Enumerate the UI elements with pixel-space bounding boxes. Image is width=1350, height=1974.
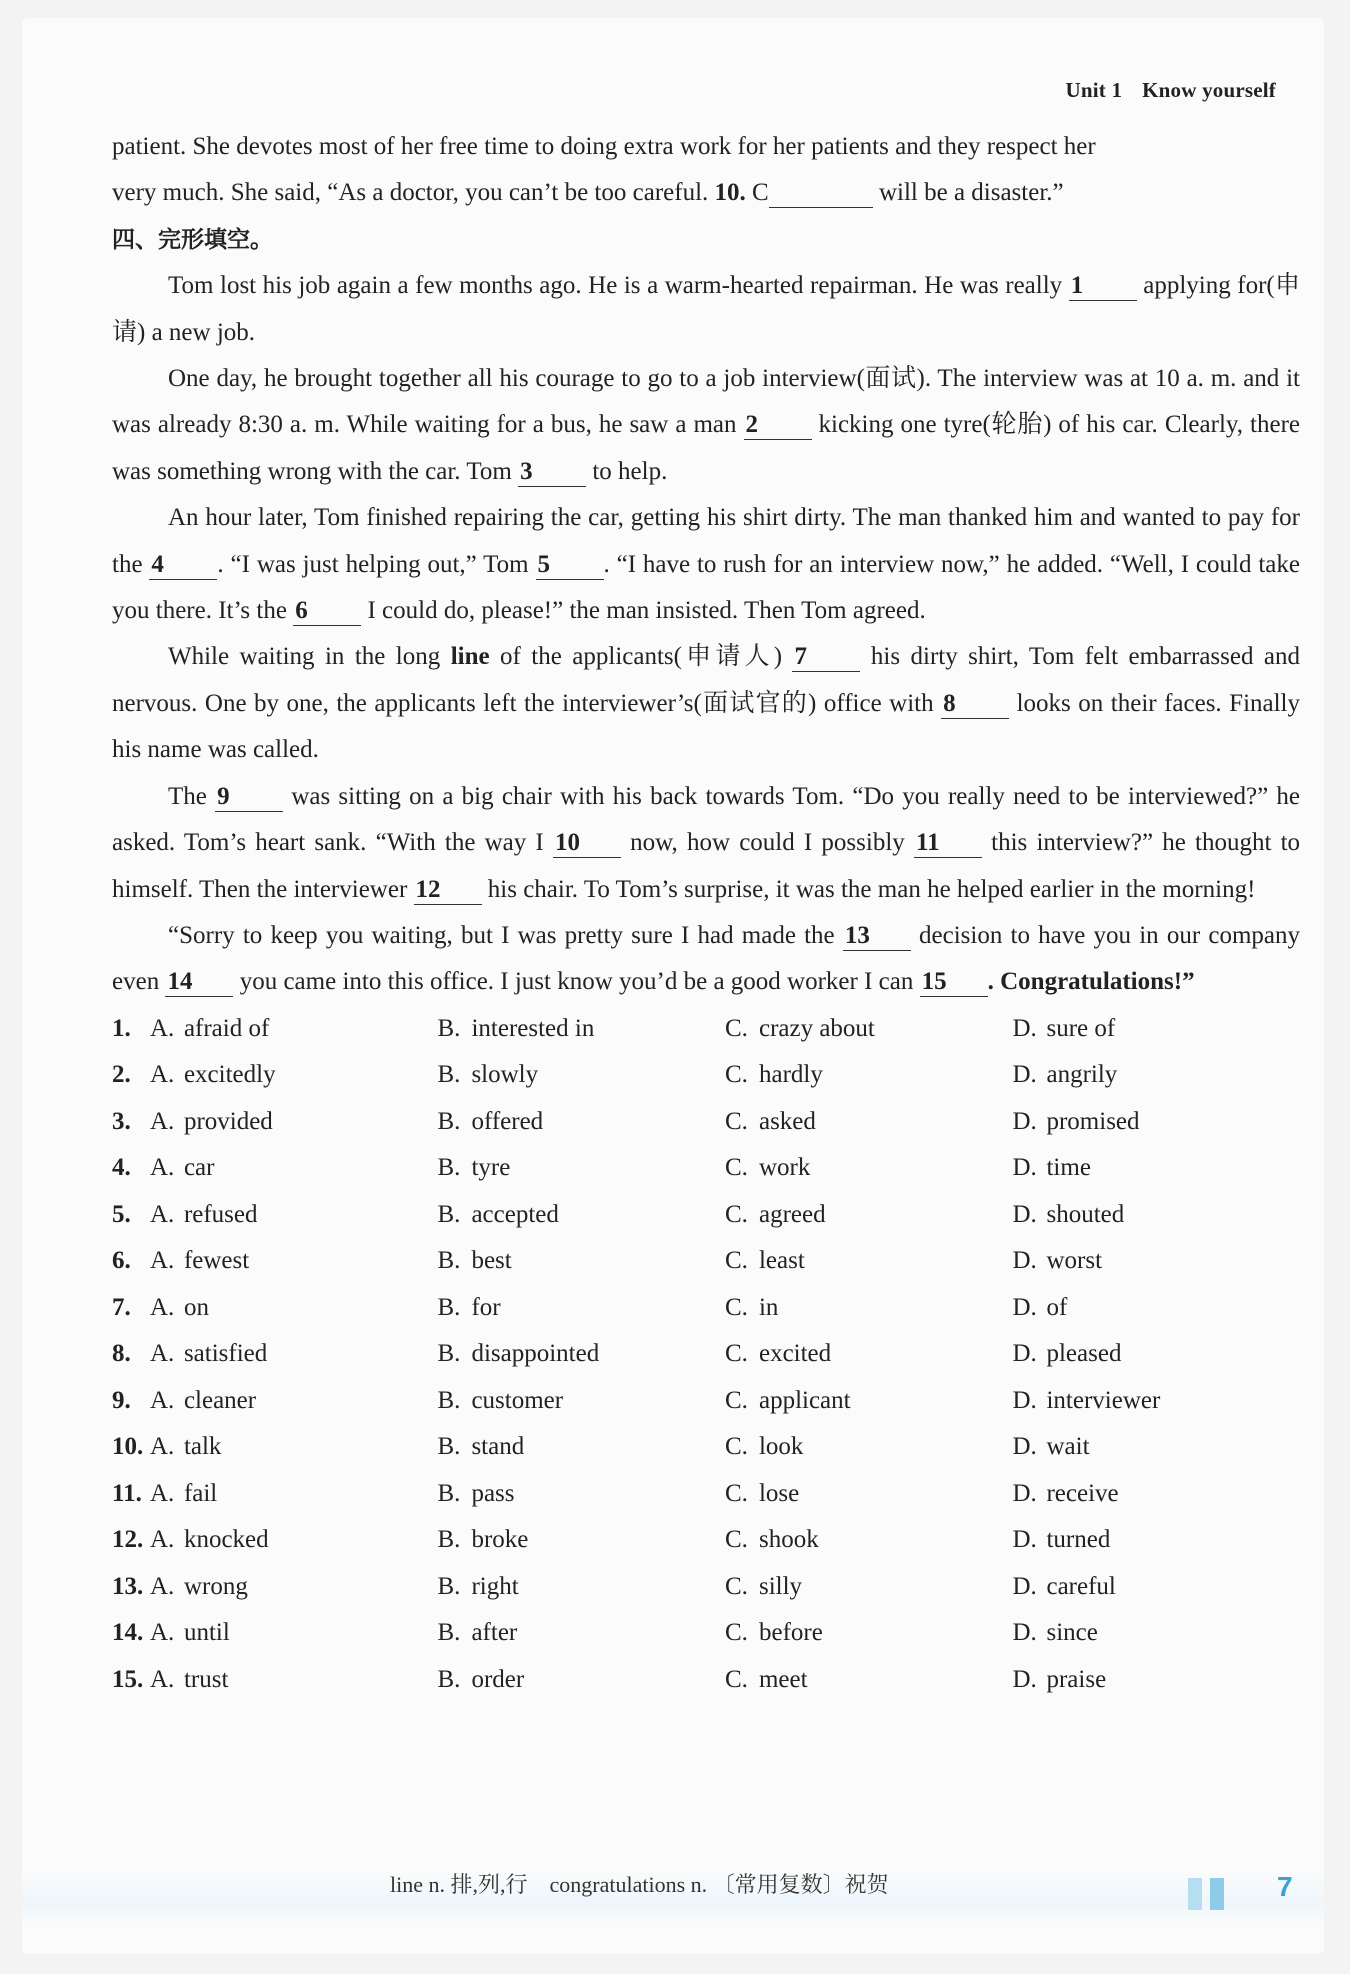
option-a[interactable]	[150, 1331, 438, 1377]
option-letter: C.	[724, 1061, 748, 1089]
option-letter: A.	[149, 1572, 175, 1600]
option-letter: D.	[1012, 1061, 1037, 1089]
option-text: of	[1046, 1293, 1068, 1321]
option-text: afraid of	[183, 1014, 270, 1042]
option-text: accepted	[471, 1200, 559, 1228]
option-c[interactable]	[725, 1145, 1013, 1191]
option-text: before	[758, 1619, 823, 1647]
option-letter: A.	[149, 1340, 175, 1368]
option-row	[112, 1192, 1300, 1239]
option-letter: D.	[1012, 1340, 1037, 1368]
unit-label: Unit 1	[1065, 78, 1123, 102]
option-letter: D.	[1012, 1014, 1037, 1042]
option-text: talk	[183, 1433, 222, 1461]
option-number: 9.	[112, 1386, 131, 1414]
option-b[interactable]	[437, 1610, 725, 1656]
option-text: turned	[1046, 1526, 1111, 1554]
option-c[interactable]	[725, 1378, 1013, 1424]
option-letter: B.	[437, 1247, 461, 1275]
cloze-blank-4[interactable]: 4	[149, 551, 217, 580]
text-run: was sitting on a big chair with his back towards Tom. “Do you really need to be interviewed?” he asked. Tom’s heart sank. “With the way I	[112, 782, 1300, 857]
option-letter: A.	[149, 1526, 175, 1554]
footnote-congratulations: congratulations n. 〔常用复数〕祝贺	[549, 1872, 889, 1897]
option-letter: C.	[724, 1572, 748, 1600]
page-number: 7	[1277, 1871, 1293, 1902]
option-text: work	[758, 1154, 811, 1182]
option-number: 12.	[112, 1526, 144, 1554]
cloze-blank-1[interactable]: 1	[1069, 272, 1137, 301]
cloze-blank-10[interactable]: 10	[553, 829, 621, 858]
option-d[interactable]	[1012, 1331, 1300, 1377]
continued-text-2	[112, 170, 1300, 216]
option-text: for	[471, 1293, 501, 1321]
option-letter: B.	[437, 1154, 461, 1182]
option-letter: D.	[1012, 1433, 1037, 1461]
option-text: since	[1046, 1619, 1098, 1647]
option-text: satisfied	[183, 1340, 268, 1368]
option-letter: C.	[724, 1154, 748, 1182]
text-run: this interview?” he thought to himself. Then the interviewer	[112, 829, 1301, 903]
option-text: tyre	[471, 1154, 511, 1182]
option-c[interactable]	[725, 1564, 1013, 1610]
option-text: until	[183, 1619, 230, 1647]
text-run: Tom lost his job again a few months ago. He is a warm-hearted repairman. He was really	[168, 272, 1069, 300]
option-text: car	[183, 1154, 215, 1182]
option-text: lose	[758, 1479, 800, 1507]
text-run: his dirty shirt, Tom felt embarrassed and nervous. One by one, the applicants left the interviewer’s(面试官的) office with	[112, 643, 1300, 717]
option-number: 1.	[112, 1014, 131, 1042]
option-row	[112, 1610, 1300, 1657]
vocab-footnote	[390, 1868, 889, 1899]
option-text: time	[1046, 1154, 1091, 1182]
text-run: to help.	[586, 457, 668, 485]
vocab-highlight: line	[450, 643, 490, 671]
option-letter: A.	[149, 1247, 175, 1275]
cloze-blank-6[interactable]: 6	[293, 597, 361, 626]
footnote-line: line n. 排,列,行	[390, 1872, 528, 1897]
option-b[interactable]	[437, 1378, 725, 1424]
option-letter: A.	[149, 1665, 175, 1693]
option-b[interactable]	[437, 1471, 725, 1517]
option-number: 3.	[112, 1107, 131, 1135]
option-b[interactable]	[437, 1192, 725, 1238]
option-text: pleased	[1046, 1340, 1122, 1368]
option-letter: B.	[437, 1526, 461, 1554]
passage-paragraph-6	[112, 913, 1300, 1006]
option-row	[112, 1424, 1300, 1471]
option-d[interactable]	[1012, 1517, 1300, 1563]
option-letter: C.	[724, 1340, 748, 1368]
option-letter: C.	[724, 1433, 748, 1461]
option-row	[112, 1006, 1300, 1053]
option-c[interactable]	[725, 1471, 1013, 1517]
option-letter: B.	[437, 1572, 461, 1600]
cloze-blank-5[interactable]: 5	[536, 551, 604, 580]
option-c[interactable]	[725, 1006, 1013, 1052]
option-text: shook	[758, 1526, 819, 1554]
option-letter: C.	[724, 1293, 748, 1321]
option-c[interactable]	[725, 1610, 1013, 1656]
text-run: now, how could I possibly	[620, 829, 914, 857]
option-letter: D.	[1012, 1200, 1037, 1228]
cloze-blank-3[interactable]: 3	[518, 458, 586, 487]
option-letter: D.	[1012, 1107, 1037, 1135]
option-letter: C.	[724, 1107, 748, 1135]
unit-title: Know yourself	[1142, 78, 1276, 102]
text-run: looks on their faces. Finally his name was called.	[112, 689, 1300, 764]
text-run: While waiting in the long	[168, 643, 451, 671]
option-text: wait	[1046, 1433, 1090, 1461]
option-text: right	[471, 1572, 519, 1600]
option-letter: C.	[724, 1665, 748, 1693]
option-number: 13.	[112, 1572, 144, 1600]
option-a[interactable]	[150, 1424, 438, 1470]
cloze-blank-7[interactable]: 7	[792, 643, 860, 672]
option-text: knocked	[183, 1526, 269, 1554]
option-letter: A.	[149, 1014, 175, 1042]
cloze-blank-9[interactable]: 9	[215, 783, 283, 812]
option-a[interactable]	[150, 1099, 438, 1145]
option-a[interactable]	[150, 1471, 438, 1517]
content	[112, 124, 1300, 1703]
option-letter: B.	[437, 1479, 461, 1507]
option-b[interactable]	[437, 1331, 725, 1377]
option-number: 7.	[112, 1293, 131, 1321]
option-text: provided	[183, 1107, 273, 1135]
cloze-blank-14[interactable]: 14	[165, 968, 233, 997]
option-row	[112, 1378, 1300, 1425]
option-text: least	[758, 1247, 805, 1275]
option-text: slowly	[471, 1061, 539, 1089]
option-d[interactable]	[1012, 1657, 1300, 1703]
passage-paragraph-3	[112, 495, 1300, 634]
option-letter: D.	[1012, 1386, 1037, 1414]
text-run: you came into this office. I just know you’d be a good worker I can	[233, 968, 920, 996]
cloze-blank-11[interactable]: 11	[914, 829, 982, 858]
cloze-blank-8[interactable]: 8	[941, 690, 1009, 719]
option-c[interactable]	[725, 1517, 1013, 1563]
option-letter: B.	[437, 1200, 461, 1228]
option-a[interactable]	[150, 1564, 438, 1610]
option-number: 8.	[112, 1340, 131, 1368]
option-c[interactable]	[725, 1099, 1013, 1145]
option-b[interactable]	[437, 1285, 725, 1331]
option-d[interactable]	[1012, 1610, 1300, 1656]
text-run: will be a disaster.”	[872, 179, 1064, 207]
option-row	[112, 1238, 1300, 1285]
option-number: 2.	[112, 1061, 131, 1089]
option-text: applicant	[758, 1386, 851, 1414]
option-a[interactable]	[150, 1610, 438, 1656]
option-text: fail	[183, 1479, 218, 1507]
option-text: offered	[471, 1107, 544, 1135]
option-text: asked	[758, 1107, 816, 1135]
option-text: worst	[1046, 1247, 1103, 1275]
option-letter: A.	[149, 1619, 175, 1647]
option-letter: A.	[149, 1479, 175, 1507]
option-number: 14.	[112, 1619, 144, 1647]
text-run: . “I was just helping out,” Tom	[217, 550, 536, 578]
text-run: applying for(申请) a new job.	[112, 272, 1300, 346]
option-row	[112, 1052, 1300, 1099]
option-c[interactable]	[725, 1192, 1013, 1238]
option-a[interactable]	[150, 1145, 438, 1191]
cloze-blank-12[interactable]: 12	[414, 876, 482, 905]
option-text: agreed	[758, 1200, 826, 1228]
option-d[interactable]	[1012, 1099, 1300, 1145]
first-letter-hint: C	[745, 179, 769, 207]
option-letter: B.	[437, 1014, 461, 1042]
text-run: his chair. To Tom’s surprise, it was the man he helped earlier in the morning!	[481, 875, 1256, 903]
option-a[interactable]	[150, 1238, 438, 1284]
option-text: broke	[471, 1526, 529, 1554]
option-row	[112, 1331, 1300, 1378]
option-text: wrong	[183, 1572, 248, 1600]
passage-paragraph-4	[112, 634, 1300, 773]
option-d[interactable]	[1012, 1564, 1300, 1610]
option-letter: C.	[724, 1247, 748, 1275]
option-letter: A.	[149, 1200, 175, 1228]
decor-bar	[1210, 1878, 1224, 1910]
option-c[interactable]	[725, 1285, 1013, 1331]
option-text: angrily	[1046, 1061, 1118, 1089]
text-run: kicking one tyre(轮胎) of his car. Clearly, there was something wrong with the car. Tom	[112, 411, 1300, 485]
option-text: interviewer	[1046, 1386, 1161, 1414]
option-number: 15.	[112, 1665, 144, 1693]
option-letter: B.	[437, 1340, 461, 1368]
option-b[interactable]	[437, 1238, 725, 1284]
option-letter: B.	[437, 1619, 461, 1647]
text-run: The	[168, 782, 216, 810]
option-d[interactable]	[1012, 1052, 1300, 1098]
option-letter: D.	[1012, 1154, 1037, 1182]
option-text: order	[471, 1665, 525, 1693]
option-d[interactable]	[1012, 1378, 1300, 1424]
option-text: hardly	[758, 1061, 823, 1089]
option-letter: C.	[724, 1386, 748, 1414]
option-row	[112, 1145, 1300, 1192]
option-d[interactable]	[1012, 1471, 1300, 1517]
option-a[interactable]	[150, 1517, 438, 1563]
option-b[interactable]	[437, 1099, 725, 1145]
option-text: after	[471, 1619, 518, 1647]
option-c[interactable]	[725, 1238, 1013, 1284]
option-letter: C.	[724, 1526, 748, 1554]
text-run: decision to have you in our company even	[112, 921, 1300, 996]
option-number: 4.	[112, 1154, 131, 1182]
option-row	[112, 1099, 1300, 1146]
option-b[interactable]	[437, 1657, 725, 1703]
option-letter: A.	[149, 1433, 175, 1461]
cloze-blank-2[interactable]: 2	[744, 411, 812, 440]
option-text: crazy about	[758, 1014, 875, 1042]
option-letter: C.	[724, 1014, 748, 1042]
text-run: An hour later, Tom finished repairing the car, getting his shirt dirty. The man thanked him and wanted to pay for the	[112, 504, 1300, 578]
option-c[interactable]	[725, 1424, 1013, 1470]
option-text: refused	[183, 1200, 258, 1228]
page-decoration	[1188, 1878, 1224, 1910]
option-c[interactable]	[725, 1657, 1013, 1703]
option-text: silly	[758, 1572, 803, 1600]
option-b[interactable]	[437, 1517, 725, 1563]
option-letter: B.	[437, 1386, 461, 1414]
option-text: disappointed	[471, 1340, 600, 1368]
option-text: in	[758, 1293, 779, 1321]
question-number: 10.	[714, 179, 746, 207]
option-letter: A.	[149, 1107, 175, 1135]
option-c[interactable]	[725, 1052, 1013, 1098]
option-a[interactable]	[150, 1006, 438, 1052]
option-b[interactable]	[437, 1052, 725, 1098]
option-letter: A.	[149, 1154, 175, 1182]
option-d[interactable]	[1012, 1238, 1300, 1284]
option-text: interested in	[471, 1014, 595, 1042]
option-number: 5.	[112, 1200, 131, 1228]
continued-text	[112, 124, 1300, 170]
option-letter: D.	[1012, 1526, 1037, 1554]
running-header	[1066, 78, 1276, 103]
option-text: excitedly	[183, 1061, 276, 1089]
text-run: I could do, please!” the man insisted. Then Tom agreed.	[361, 597, 926, 625]
option-text: trust	[183, 1665, 229, 1693]
option-d[interactable]	[1012, 1192, 1300, 1238]
passage-paragraph-1	[112, 263, 1300, 356]
option-d[interactable]	[1012, 1424, 1300, 1470]
option-d[interactable]	[1012, 1145, 1300, 1191]
option-b[interactable]	[437, 1006, 725, 1052]
option-text: careful	[1046, 1572, 1116, 1600]
option-d[interactable]	[1012, 1006, 1300, 1052]
option-letter: A.	[149, 1061, 175, 1089]
option-letter: D.	[1012, 1665, 1037, 1693]
option-number: 10.	[112, 1433, 144, 1461]
option-letter: D.	[1012, 1572, 1037, 1600]
option-text: shouted	[1046, 1200, 1125, 1228]
cloze-blank-13[interactable]: 13	[843, 922, 911, 951]
option-a[interactable]	[150, 1192, 438, 1238]
option-text: receive	[1046, 1479, 1119, 1507]
text-run: . “I have to rush for an interview now,” he added. “Well, I could take you there. It’s the	[112, 550, 1300, 625]
page	[22, 18, 1324, 1954]
text-run: of the applicants(申请人)	[489, 643, 793, 671]
option-text: best	[471, 1247, 512, 1275]
option-text: cleaner	[183, 1386, 257, 1414]
cloze-blank-15[interactable]: 15	[920, 968, 988, 997]
option-d[interactable]	[1012, 1285, 1300, 1331]
option-row	[112, 1285, 1300, 1332]
option-b[interactable]	[437, 1564, 725, 1610]
text-run: One day, he brought together all his courage to go to a job interview(面试). The interview was at 10 a. m. and it was already 8:30 a. m. While waiting for a bus, he saw a man	[112, 365, 1300, 439]
option-a[interactable]	[150, 1052, 438, 1098]
option-letter: D.	[1012, 1247, 1037, 1275]
option-c[interactable]	[725, 1331, 1013, 1377]
passage-paragraph-2	[112, 356, 1300, 495]
option-text: excited	[758, 1340, 832, 1368]
option-number: 6.	[112, 1247, 131, 1275]
option-letter: D.	[1012, 1619, 1037, 1647]
text-run: patient. She devotes most of her free time to doing extra work for her patients and they respect her	[112, 133, 1096, 160]
option-letter: B.	[437, 1107, 461, 1135]
option-text: sure of	[1046, 1014, 1116, 1042]
option-b[interactable]	[437, 1145, 725, 1191]
option-text: customer	[471, 1386, 564, 1414]
option-text: fewest	[183, 1247, 250, 1275]
text-run: very much. She said, “As a doctor, you can’t be too careful.	[112, 179, 715, 207]
option-text: meet	[758, 1665, 808, 1693]
option-text: pass	[471, 1479, 515, 1507]
option-text: stand	[471, 1433, 525, 1461]
option-text: praise	[1046, 1665, 1107, 1693]
text-run: “Sorry to keep you waiting, but I was pretty sure I had made the	[168, 921, 843, 949]
option-row	[112, 1564, 1300, 1611]
option-row	[112, 1657, 1300, 1704]
option-letter: C.	[724, 1479, 748, 1507]
option-number: 11.	[112, 1479, 142, 1507]
option-row	[112, 1517, 1300, 1564]
option-letter: B.	[437, 1061, 461, 1089]
option-letter: B.	[437, 1665, 461, 1693]
option-text: on	[183, 1293, 209, 1321]
option-text: look	[758, 1433, 804, 1461]
option-letter: A.	[149, 1293, 175, 1321]
option-a[interactable]	[150, 1657, 438, 1703]
option-letter: B.	[437, 1293, 461, 1321]
option-a[interactable]	[150, 1378, 438, 1424]
answer-options	[112, 1006, 1300, 1704]
option-letter: C.	[724, 1619, 748, 1647]
answer-blank[interactable]	[769, 179, 873, 208]
text-run: . Congratulations!”	[987, 968, 1195, 996]
option-letter: D.	[1012, 1479, 1037, 1507]
section-title: 四、完形填空。	[112, 226, 273, 253]
passage-paragraph-5	[112, 774, 1300, 913]
option-row	[112, 1471, 1300, 1518]
option-b[interactable]	[437, 1424, 725, 1470]
decor-bar	[1188, 1878, 1202, 1910]
option-a[interactable]	[150, 1285, 438, 1331]
option-letter: B.	[437, 1433, 461, 1461]
option-letter: A.	[149, 1386, 175, 1414]
option-letter: C.	[724, 1200, 748, 1228]
option-text: promised	[1046, 1107, 1140, 1135]
option-letter: D.	[1012, 1293, 1037, 1321]
